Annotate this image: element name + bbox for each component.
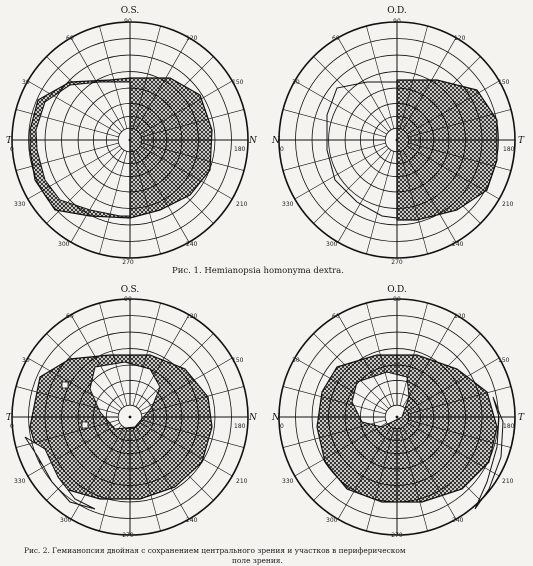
- tick-270: 270: [391, 259, 403, 266]
- tick-0: 0: [10, 423, 14, 430]
- eye-label: O.D.: [387, 285, 407, 295]
- tick-30: 30: [22, 357, 30, 364]
- tick-180: 180: [503, 423, 515, 430]
- tick-300: 300: [326, 241, 338, 248]
- tick-330: 330: [14, 478, 26, 485]
- tick-120: 120: [454, 35, 466, 42]
- fixation-point: [129, 416, 132, 419]
- tick-90: 90: [124, 18, 132, 25]
- tick-210: 210: [236, 478, 248, 485]
- tick-0: 0: [280, 146, 284, 153]
- caption-fig2-line1: Рис. 2. Гемианопсия двойная с сохранением центрального зрения и участков в периферическом: [24, 546, 406, 555]
- caption-fig2-line2: поле зрения.: [232, 556, 283, 565]
- tick-240: 240: [186, 517, 198, 524]
- eye-label: O.S.: [120, 285, 140, 295]
- side-right-label: N: [249, 413, 257, 423]
- tick-180: 180: [234, 423, 246, 430]
- tick-90: 90: [124, 296, 132, 303]
- tick-330: 330: [282, 478, 294, 485]
- tick-90: 90: [393, 18, 401, 25]
- tick-90: 90: [393, 296, 401, 303]
- tick-330: 330: [282, 201, 294, 208]
- tick-210: 210: [502, 201, 514, 208]
- side-left-label: T: [6, 136, 13, 146]
- side-left-label: T: [6, 413, 13, 423]
- tick-30: 30: [292, 357, 300, 364]
- side-right-label: T: [518, 136, 525, 146]
- defect-region: [397, 80, 497, 220]
- tick-150: 150: [232, 357, 244, 364]
- chart-os-fig2: [12, 299, 248, 535]
- tick-180: 180: [503, 146, 515, 153]
- tick-300: 300: [60, 517, 72, 524]
- tick-270: 270: [122, 532, 134, 539]
- tick-210: 210: [502, 478, 514, 485]
- tick-270: 270: [122, 259, 134, 266]
- tick-120: 120: [186, 35, 198, 42]
- tick-180: 180: [234, 146, 246, 153]
- perimetry-grid: [12, 299, 248, 535]
- eye-label: O.S.: [120, 6, 140, 16]
- fixation-point: [396, 416, 399, 419]
- tick-120: 120: [186, 313, 198, 320]
- tick-60: 60: [66, 35, 74, 42]
- side-left-label: N: [272, 413, 280, 423]
- tick-0: 0: [10, 146, 14, 153]
- tick-300: 300: [326, 517, 338, 524]
- tick-240: 240: [452, 241, 464, 248]
- tick-150: 150: [498, 79, 510, 86]
- eye-label: O.D.: [387, 6, 407, 16]
- tick-60: 60: [66, 313, 74, 320]
- chart-od-fig2: [279, 299, 515, 535]
- tick-120: 120: [454, 313, 466, 320]
- tick-0: 0: [280, 423, 284, 430]
- tick-150: 150: [498, 357, 510, 364]
- perimetry-grid: [279, 299, 515, 535]
- tick-150: 150: [232, 79, 244, 86]
- caption-fig1: Рис. 1. Hemianopsia homonyma dextra.: [172, 266, 344, 276]
- tick-30: 30: [22, 79, 30, 86]
- chart-os-fig1: [12, 22, 248, 258]
- tick-330: 330: [14, 201, 26, 208]
- chart-od-fig1: [279, 22, 515, 258]
- tick-270: 270: [391, 532, 403, 539]
- side-left-label: N: [272, 136, 280, 146]
- tick-240: 240: [186, 241, 198, 248]
- tick-60: 60: [332, 35, 340, 42]
- tick-240: 240: [452, 517, 464, 524]
- side-right-label: T: [518, 413, 525, 423]
- tick-60: 60: [332, 313, 340, 320]
- tick-210: 210: [236, 201, 248, 208]
- tick-300: 300: [58, 241, 70, 248]
- side-right-label: N: [249, 136, 257, 146]
- tick-30: 30: [292, 79, 300, 86]
